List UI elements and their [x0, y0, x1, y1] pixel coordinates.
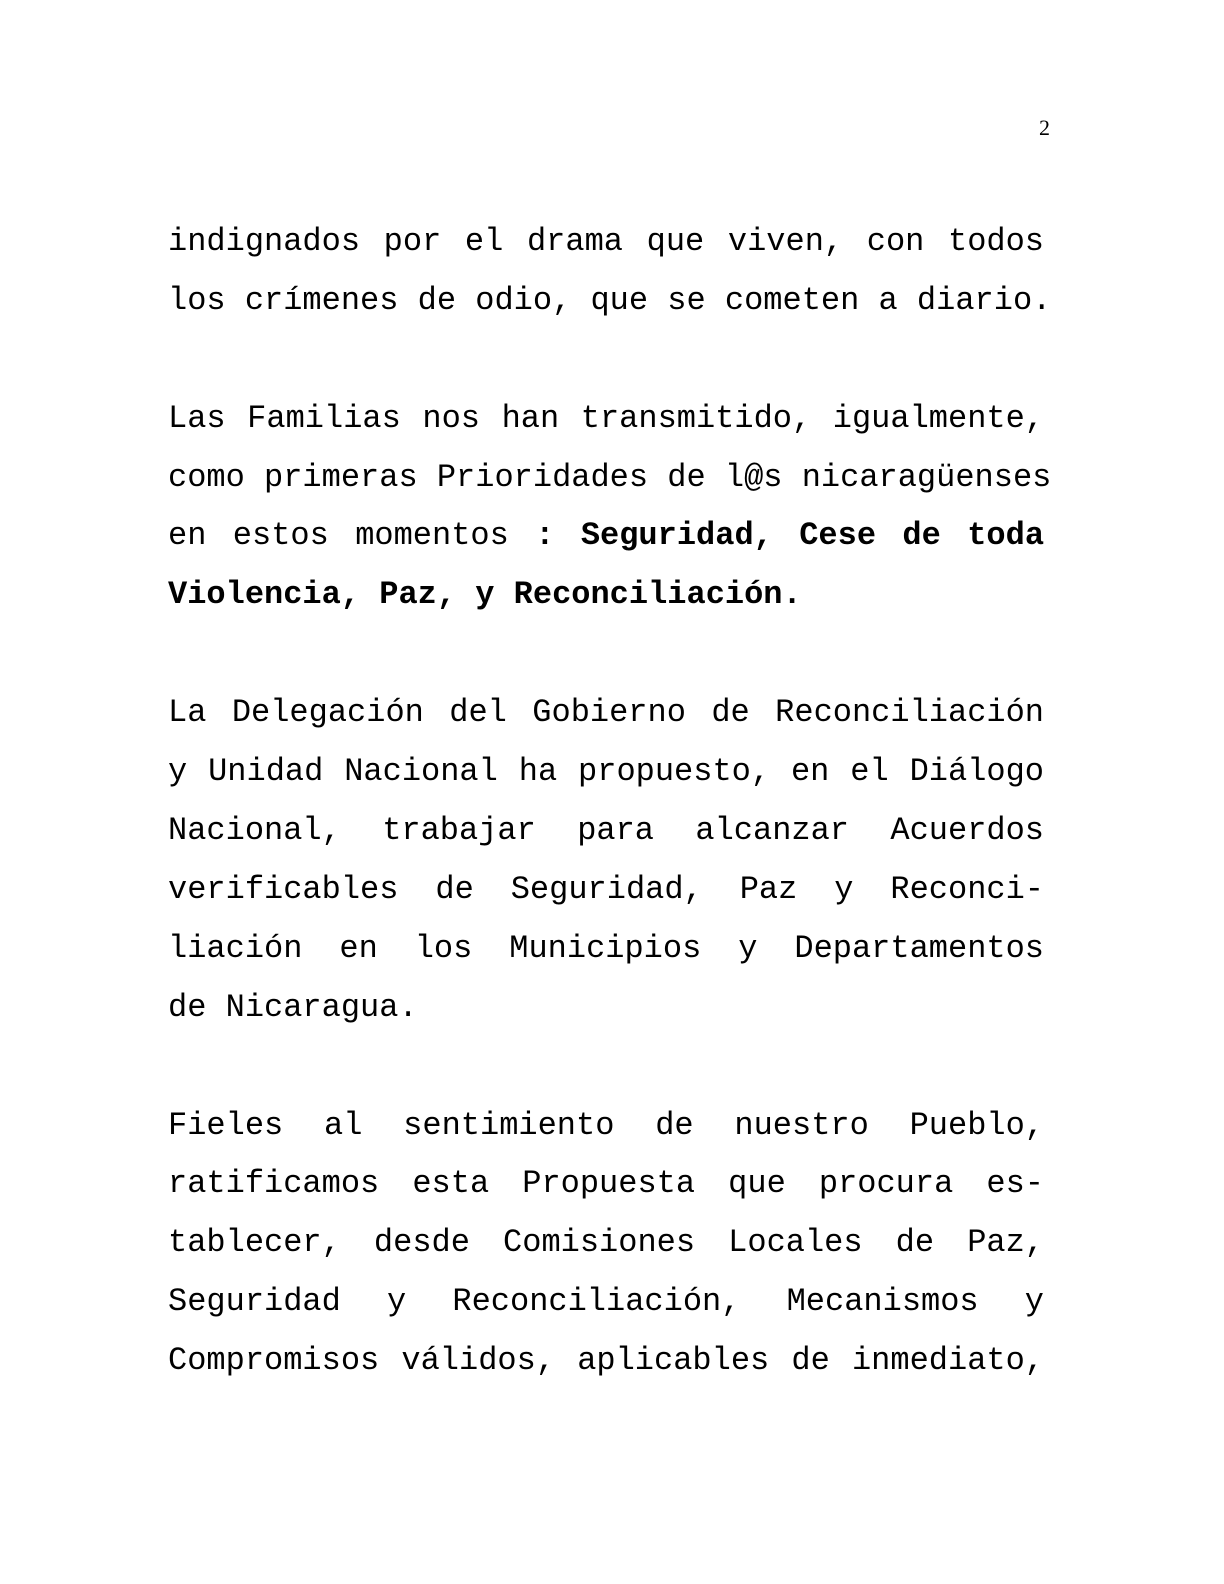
paragraph-1-line-2: los crímenes de odio, que se cometen a diario.	[168, 282, 1052, 319]
paragraph-3-line-5: liación en los Municipios y Departamentos	[168, 930, 1044, 967]
paragraph-3-line-6: de Nicaragua.	[168, 989, 418, 1026]
paragraph-2-colon: :	[535, 517, 555, 554]
paragraph-2-line-3-text: en estos momentos	[168, 517, 509, 554]
paragraph-3-line-3: Nacional, trabajar para alcanzar Acuerdos	[168, 812, 1044, 849]
paragraph-4-line-5: Compromisos válidos, aplicables de inmediato,	[168, 1342, 1044, 1379]
paragraph-4-line-3: tablecer, desde Comisiones Locales de Paz,	[168, 1224, 1044, 1261]
paragraph-2-bold-phrase: Seguridad, Cese de toda	[580, 517, 1045, 554]
paragraph-3-line-2: y Unidad Nacional ha propuesto, en el Diálogo	[168, 753, 1044, 790]
paragraph-4-line-1: Fieles al sentimiento de nuestro Pueblo,	[168, 1107, 1044, 1144]
paragraph-3-line-1: La Delegación del Gobierno de Reconciliación	[168, 694, 1044, 731]
paragraph-2-line-3	[168, 516, 1044, 556]
paragraph-2-line-2: como primeras Prioridades de l@s nicaragüenses	[168, 459, 1052, 496]
paragraph-4-line-2: ratificamos esta Propuesta que procura es-	[168, 1165, 1044, 1202]
paragraph-2-line-1: Las Familias nos han transmitido, igualmente,	[168, 400, 1044, 437]
paragraph-4-line-4: Seguridad y Reconciliación, Mecanismos y	[168, 1283, 1044, 1320]
page-number: 2	[1039, 115, 1050, 140]
paragraph-2-line-4: Violencia, Paz, y Reconciliación.	[168, 576, 802, 613]
paragraph-3-line-4: verificables de Seguridad, Paz y Reconci-	[168, 871, 1044, 908]
paragraph-1-line-1: indignados por el drama que viven, con todos	[168, 223, 1044, 260]
